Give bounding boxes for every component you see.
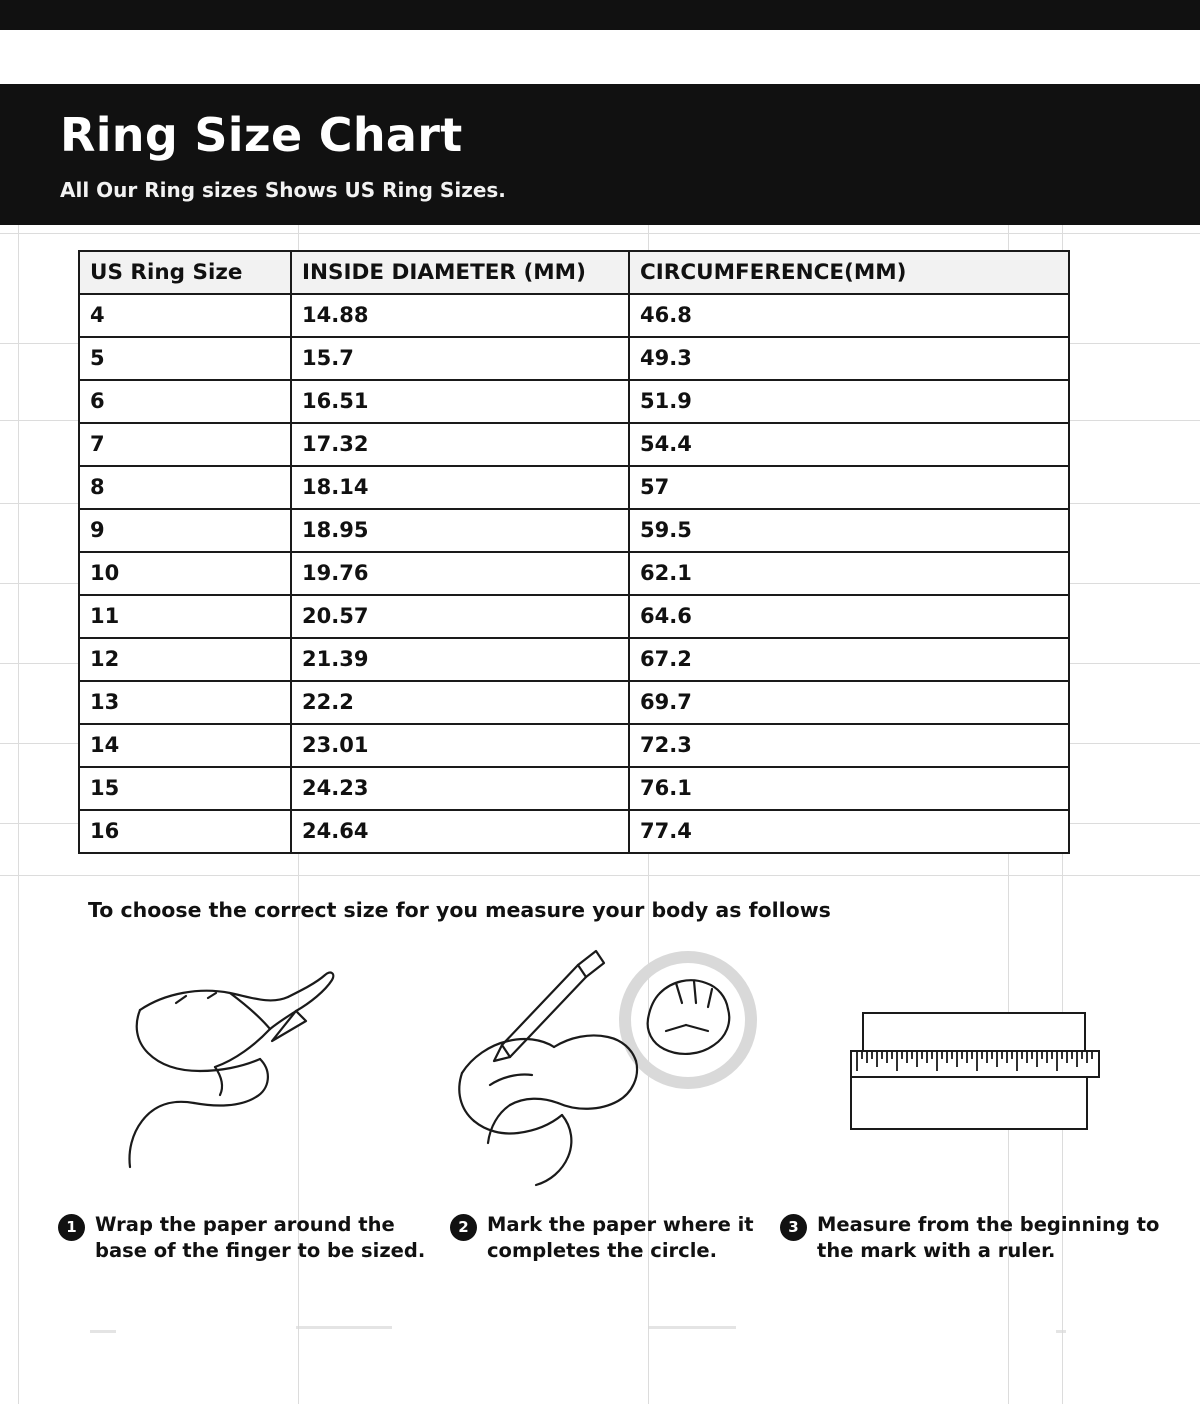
- cell-us-size: 12: [79, 638, 291, 681]
- table-row: [79, 337, 1069, 380]
- cell-inside-diameter: 16.51: [291, 380, 629, 423]
- table-row: [79, 595, 1069, 638]
- cell-inside-diameter: 20.57: [291, 595, 629, 638]
- cell-circumference: 54.4: [629, 423, 1069, 466]
- cell-circumference: 76.1: [629, 767, 1069, 810]
- cell-us-size: 7: [79, 423, 291, 466]
- column-header-us-ring-size: US Ring Size: [79, 251, 291, 294]
- cell-inside-diameter: 17.32: [291, 423, 629, 466]
- cell-inside-diameter: 15.7: [291, 337, 629, 380]
- step-2: [450, 1212, 780, 1264]
- cell-us-size: 15: [79, 767, 291, 810]
- cell-inside-diameter: 22.2: [291, 681, 629, 724]
- step-1: [58, 1212, 450, 1264]
- table-row: [79, 380, 1069, 423]
- cell-circumference: 59.5: [629, 509, 1069, 552]
- ring-size-table: [78, 250, 1070, 854]
- table-row: [79, 552, 1069, 595]
- cell-inside-diameter: 21.39: [291, 638, 629, 681]
- cell-circumference: 62.1: [629, 552, 1069, 595]
- step-3-text: Measure from the beginning to the mark with a ruler.: [817, 1213, 1160, 1262]
- cell-inside-diameter: 18.14: [291, 466, 629, 509]
- cell-us-size: 8: [79, 466, 291, 509]
- page-title: Ring Size Chart: [60, 108, 463, 162]
- step-1-text: Wrap the paper around the base of the finger to be sized.: [95, 1213, 426, 1262]
- cell-us-size: 4: [79, 294, 291, 337]
- step-2-number: 2: [450, 1214, 477, 1241]
- steps-list: [58, 1212, 1168, 1264]
- cell-inside-diameter: 24.23: [291, 767, 629, 810]
- scan-artifact: [90, 1330, 116, 1333]
- cell-us-size: 5: [79, 337, 291, 380]
- table-header-row: [79, 251, 1069, 294]
- scan-artifact: [1056, 1330, 1066, 1333]
- cell-us-size: 6: [79, 380, 291, 423]
- table-row: [79, 681, 1069, 724]
- cell-us-size: 14: [79, 724, 291, 767]
- cell-us-size: 10: [79, 552, 291, 595]
- cell-us-size: 16: [79, 810, 291, 853]
- table-row: [79, 810, 1069, 853]
- column-header-circumference: CIRCUMFERENCE(MM): [629, 251, 1069, 294]
- table-row: [79, 767, 1069, 810]
- cell-inside-diameter: 14.88: [291, 294, 629, 337]
- ruler-illustration: [845, 1005, 1105, 1149]
- table-row: [79, 294, 1069, 337]
- step-3-number: 3: [780, 1214, 807, 1241]
- table-row: [79, 638, 1069, 681]
- hand-marking-paper-illustration: [450, 945, 780, 1199]
- step-1-number: 1: [58, 1214, 85, 1241]
- cell-circumference: 67.2: [629, 638, 1069, 681]
- cell-circumference: 46.8: [629, 294, 1069, 337]
- table-row: [79, 423, 1069, 466]
- cell-circumference: 77.4: [629, 810, 1069, 853]
- scan-artifact: [296, 1326, 392, 1329]
- cell-circumference: 72.3: [629, 724, 1069, 767]
- cell-circumference: 57: [629, 466, 1069, 509]
- cell-circumference: 69.7: [629, 681, 1069, 724]
- ring-size-table-container: [78, 250, 1068, 854]
- top-black-strip: [0, 0, 1200, 30]
- cell-inside-diameter: 24.64: [291, 810, 629, 853]
- cell-us-size: 13: [79, 681, 291, 724]
- hand-with-paper-strip-illustration: [120, 955, 380, 1189]
- table-row: [79, 466, 1069, 509]
- cell-circumference: 64.6: [629, 595, 1069, 638]
- cell-us-size: 9: [79, 509, 291, 552]
- cell-inside-diameter: 19.76: [291, 552, 629, 595]
- cell-us-size: 11: [79, 595, 291, 638]
- cell-circumference: 51.9: [629, 380, 1069, 423]
- column-header-inside-diameter: INSIDE DIAMETER (MM): [291, 251, 629, 294]
- measure-instruction-note: To choose the correct size for you measure your body as follows: [88, 898, 831, 922]
- scan-artifact: [648, 1326, 736, 1329]
- cell-circumference: 49.3: [629, 337, 1069, 380]
- step-3: [780, 1212, 1168, 1264]
- cell-inside-diameter: 18.95: [291, 509, 629, 552]
- page-subtitle: All Our Ring sizes Shows US Ring Sizes.: [60, 178, 506, 202]
- table-row: [79, 509, 1069, 552]
- step-2-text: Mark the paper where it completes the circle.: [487, 1213, 754, 1262]
- table-row: [79, 724, 1069, 767]
- cell-inside-diameter: 23.01: [291, 724, 629, 767]
